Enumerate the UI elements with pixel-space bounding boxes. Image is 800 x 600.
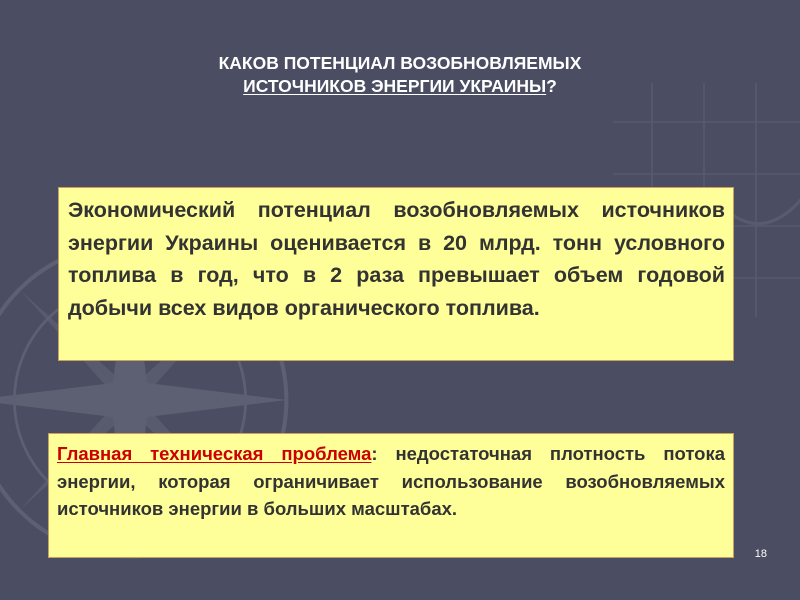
title-line-2-text: ИСТОЧНИКОВ ЭНЕРГИИ УКРАИНЫ: [243, 76, 547, 96]
page-number: 18: [754, 548, 767, 560]
potential-text-box: [58, 187, 734, 361]
problem-lead: Главная техническая проблема: [57, 443, 372, 464]
problem-rest: : недостаточная плотность потока энергии, которая ограничивает использование возобновляемых источников энергии в больших масштабах.: [57, 443, 725, 519]
title-question-mark: ?: [546, 76, 557, 96]
title-line-2: [0, 75, 800, 98]
problem-paragraph: [57, 440, 725, 523]
potential-paragraph: Экономический потенциал возобновляемых источников энергии Украины оценивается в 20 млрд. тонн условного топлива в год, что в 2 раза превышает объем годовой добычи всех видов органического топлива.: [68, 198, 725, 320]
title-line-1: КАКОВ ПОТЕНЦИАЛ ВОЗОБНОВЛЯЕМЫХ: [218, 53, 582, 73]
problem-text-box: [48, 433, 734, 558]
slide-title: [0, 52, 800, 98]
